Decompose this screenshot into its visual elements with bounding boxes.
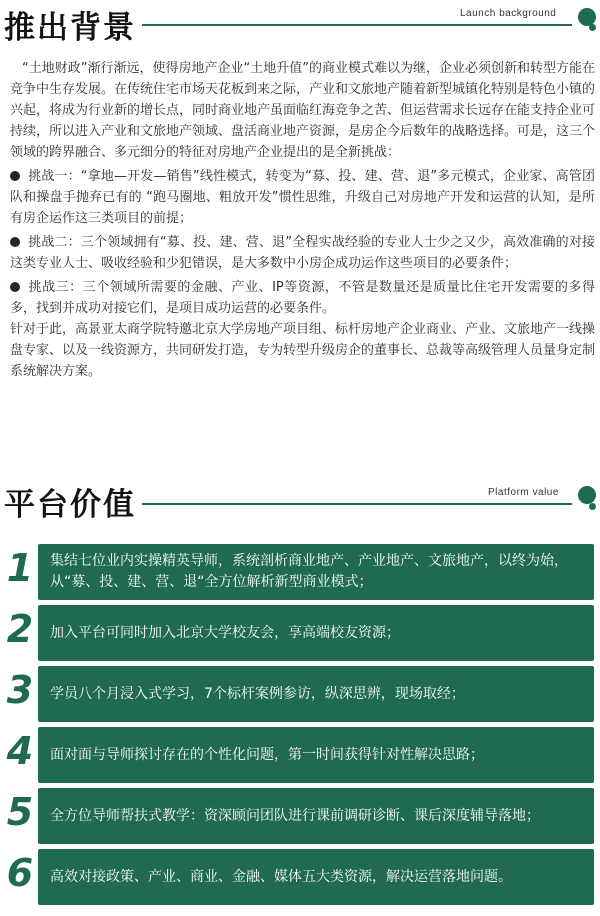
value-number: 5 xyxy=(6,790,34,834)
value-item-5 xyxy=(0,788,600,844)
value-item-6 xyxy=(0,849,600,905)
challenge-text: 挑战三：三个领域所需要的金融、产业、IP等资源，不管是数量还是质量比住宅开发需要的多得多，找到并成功对接它们，是项目成功运营的必要条件。 xyxy=(10,280,595,316)
decorative-dot xyxy=(589,24,596,31)
value-number: 6 xyxy=(6,851,34,895)
platform-section-header xyxy=(0,477,600,523)
background-section-subtitle: Launch background xyxy=(456,8,560,19)
decorative-dot xyxy=(589,503,596,510)
background-section-header xyxy=(0,0,600,46)
value-text: 全方位导师帮扶式教学：资深顾问团队进行课前调研诊断、课后深度辅导落地； xyxy=(50,807,540,824)
bullet-icon xyxy=(10,171,20,181)
challenge-item xyxy=(10,166,595,229)
value-band xyxy=(38,544,594,600)
decorative-dot xyxy=(578,486,596,504)
bullet-icon xyxy=(10,282,20,292)
challenge-text: 挑战一：“拿地—开发—销售”线性模式，转变为“募、投、建、营、退”多元模式，企业家、高管团队和操盘手抛弃已有的 “跑马圈地、粗放开发”惯性思维，升级自己对房地产开发和运营的认知，是所有房企运作这三类项目的前提； xyxy=(10,169,595,226)
value-text: 学员八个月浸入式学习，7个标杆案例参访，纵深思辨，现场取经； xyxy=(50,685,465,702)
challenge-item xyxy=(10,277,595,319)
bullet-icon xyxy=(10,237,20,247)
value-number: 3 xyxy=(6,668,34,712)
header-divider xyxy=(142,24,572,26)
header-divider xyxy=(142,503,572,505)
value-text: 集结七位业内实操精英导师，系统剖析商业地产、产业地产、文旅地产，以终为始，从“募、投、建、营、退“全方位解析新型商业模式； xyxy=(50,553,568,590)
value-item-4 xyxy=(0,727,600,783)
conclusion-paragraph: 针对于此，高景亚太商学院特邀北京大学房地产项目组、标杆房地产企业商业、产业、文旅地产一线操盘专家、以及一线资源方，共同研发打造，专为转型升级房企的董事长、总裁等高级管理人员量身定制系统解决方案。 xyxy=(10,322,596,379)
value-text: 面对面与导师探讨存在的个性化问题，第一时间获得针对性解决思路； xyxy=(50,746,484,763)
value-text: 高效对接政策、产业、商业、金融、媒体五大类资源，解决运营落地问题。 xyxy=(50,868,512,885)
challenge-item xyxy=(10,232,595,274)
challenge-text: 挑战二：三个领域拥有“募、投、建、营、退”全程实战经验的专业人士少之又少，高效准确的对接这类专业人士、吸收经验和少犯错误，是大多数中小房企成功运作这些项目的必要条件； xyxy=(10,235,595,271)
value-band xyxy=(38,605,594,661)
value-number: 2 xyxy=(6,607,34,651)
value-item-3 xyxy=(0,666,600,722)
value-band xyxy=(38,727,594,783)
platform-section-title: 平台价值 xyxy=(4,487,136,523)
value-item-1 xyxy=(0,544,600,600)
value-number: 1 xyxy=(6,546,34,590)
value-band xyxy=(38,666,594,722)
value-number: 4 xyxy=(6,729,34,773)
value-band xyxy=(38,788,594,844)
background-body xyxy=(10,58,595,382)
intro-paragraph: “土地财政”渐行渐远，使得房地产企业“土地升值”的商业模式难以为继，企业必须创新和转型方能在竞争中生存发展。在传统住宅市场天花板到来之际，产业和文旅地产随着新型城镇化特别是特色小镇的兴起，将成为行业新的增长点，同时商业地产虽面临红海竞争之苦、但运营需求长远存在能支持企业可持续，所以进入产业和文旅地产领域、盘活商业地产资源，是房企今后数年的战略选择。可是，这三个领域的跨界融合、多元细分的特征对房地产企业提出的是全新挑战： xyxy=(10,61,596,160)
value-item-2 xyxy=(0,605,600,661)
background-section-title: 推出背景 xyxy=(4,10,136,46)
platform-section-subtitle: Platform value xyxy=(484,487,563,498)
value-band xyxy=(38,849,594,905)
value-text: 加入平台可同时加入北京大学校友会，享高端校友资源； xyxy=(50,624,400,641)
